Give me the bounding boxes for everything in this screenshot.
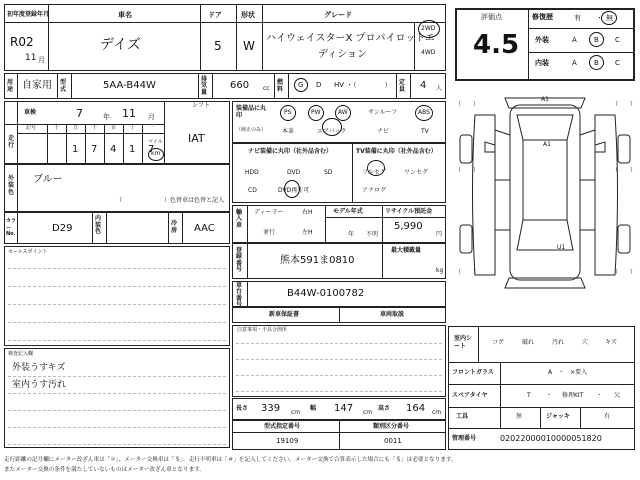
tv-analog: アナログ	[362, 187, 387, 194]
mileage-label: 走行	[8, 135, 15, 150]
bracket-4: （ ）	[612, 167, 637, 174]
displacement-unit: cc	[263, 85, 270, 92]
equip-pw: PW	[311, 109, 321, 116]
bracket-6: （ ）	[612, 269, 637, 276]
drive-2wd: 2WD	[421, 25, 436, 32]
shift-value: IAT	[188, 132, 205, 145]
inspection-year-unit: 年	[103, 113, 110, 121]
km-label: km	[151, 150, 161, 157]
length-label: 長さ	[236, 405, 249, 412]
recycle-label: リサイクル預託金	[385, 208, 433, 215]
import-dealer: ディーラー	[254, 209, 284, 216]
aircon-label: 冷房	[171, 220, 178, 235]
model-year-unit: 年	[348, 231, 355, 238]
management-label: 管理番号	[452, 435, 477, 442]
exterior-color-block	[4, 164, 230, 212]
interior-grade-label: 内装	[535, 59, 549, 67]
shape-label: 形状	[241, 11, 255, 19]
chassis-label: 車台番号	[236, 282, 243, 308]
navi-sd: SD	[324, 169, 333, 176]
seat-scratch: キズ	[605, 339, 617, 346]
tools-label: 工具	[456, 413, 469, 420]
shift-label: シフト	[192, 102, 211, 109]
equip-tv: TV	[421, 128, 429, 135]
mileage-unit-header: 千	[92, 125, 98, 131]
usage-label: 用途	[7, 79, 14, 93]
repair-yes: 有	[574, 14, 581, 22]
repair-label: 修復歴	[532, 13, 553, 21]
car-diagram	[455, 90, 635, 300]
footer-line2: またメーター交換の条件を満たしていないものはメーター改ざん車となります。	[4, 467, 205, 473]
shape: W	[243, 39, 255, 53]
footer-line1: 走行距離の記号欄にメーター改ざん車は「＊」、メーター交換車は「＄」、走行不明車は「＃」を記入してください。メーター交換で合算表示した場合にも「＄」は必要となります。	[4, 457, 457, 463]
inspector-line1: 外装うすキズ	[12, 363, 66, 373]
tv-oneseg: ワンセグ	[404, 169, 429, 176]
doors: 5	[214, 39, 222, 53]
seat-hole: 穴	[582, 339, 589, 346]
class-label: 類別区分番号	[373, 423, 410, 430]
equip-sunroof: サンルーフ	[368, 109, 398, 116]
fuel-g: G	[298, 81, 304, 89]
mile-label: マイル	[148, 139, 163, 145]
model-label: 型式	[60, 79, 67, 93]
color-code-label: カラーNo.	[6, 218, 17, 237]
front-glass-label: フロントガラス	[452, 369, 494, 376]
navi-dvd: DVD	[287, 169, 301, 176]
displacement-label: 排気量	[201, 76, 208, 96]
mileage-digit: 7	[148, 144, 155, 155]
recycle-value: 5,990	[394, 221, 423, 232]
exterior-b: B	[594, 36, 599, 44]
inspection-month: 11	[122, 107, 136, 120]
length-value: 339	[261, 403, 281, 414]
inspection-label: 車検	[24, 109, 37, 116]
model: 5AA-B44W	[103, 80, 156, 91]
score-value: 4.5	[473, 30, 520, 60]
height-value: 164	[406, 403, 426, 414]
mileage-record-label: 記号	[26, 125, 37, 131]
height-label: 高さ	[378, 405, 391, 412]
front-glass-value: A ・ ×要入	[548, 369, 588, 376]
jack-value: 有	[604, 413, 611, 420]
mileage-digit: 1	[72, 144, 79, 155]
equip-ps: PS	[284, 109, 292, 116]
spare-tire-label: スペアタイヤ	[452, 392, 488, 399]
tools-value: 無	[516, 413, 523, 420]
mileage-digit: 4	[110, 144, 117, 155]
fuel-other: ・（ ）	[346, 81, 392, 89]
car-name: デイズ	[100, 37, 141, 53]
seat-stain: 汚れ	[552, 339, 565, 346]
import-parallel: 並行	[263, 229, 276, 236]
mileage-digit: 7	[91, 144, 98, 155]
mileage-unit-header: 一	[149, 125, 155, 131]
interior-seat-label: 室内シート	[454, 335, 473, 350]
exterior-color-note: （ ）色替車は色替と記入	[116, 197, 225, 204]
bracket-1: （ ）	[455, 101, 480, 108]
management-value: 02022000010000051820	[500, 434, 602, 443]
max-load-unit: kg	[436, 267, 444, 274]
capacity-unit: 人	[436, 85, 443, 92]
first-reg-year: R02	[10, 35, 34, 49]
interior-a: A	[572, 59, 577, 67]
import-left: 左H	[302, 229, 313, 236]
damage-mark-u1: U1	[557, 244, 566, 251]
warranty-new-label: 新車保証書	[269, 311, 300, 318]
import-right: 右H	[302, 209, 313, 216]
bracket-2: （ ）	[612, 101, 637, 108]
model-year-unknown: 不明	[366, 231, 379, 238]
color-code: D29	[52, 223, 73, 234]
width-value: 147	[334, 403, 354, 414]
exterior-color: ブルー	[33, 174, 63, 185]
interior-color-label: 内装色	[95, 215, 102, 236]
equip-abs: ABS	[418, 109, 430, 116]
equipment-label: 装備品に丸印	[236, 105, 267, 119]
max-load-label: 最大積載量	[391, 247, 422, 254]
class-value: 0011	[384, 437, 402, 445]
spare-tire-dot2: ・	[596, 392, 603, 399]
mileage-unit-header: 十	[54, 125, 60, 131]
aircon: AAC	[194, 223, 215, 234]
damage-mark-a1-mid: A1	[543, 141, 551, 148]
grade-label: グレード	[324, 11, 352, 19]
model-year-label: モデル年式	[333, 208, 363, 215]
damage-mark-a1-front: A1	[541, 96, 549, 103]
repair-no: 無	[606, 14, 613, 22]
chassis-value: B44W-0100782	[287, 288, 365, 299]
fuel-hv: HV	[334, 81, 345, 89]
designation-label: 型式指定番号	[264, 423, 301, 430]
warranty-manual-label: 車両取説	[380, 311, 405, 318]
capacity: 4	[420, 80, 427, 91]
navi-title: ナビ装備に丸印（社外品含む）	[248, 148, 333, 155]
capacity-label: 定員	[399, 79, 406, 93]
fuel-d: D	[316, 81, 322, 89]
equipment-sub-label: （純正のみ）	[236, 127, 267, 133]
first-reg-month-unit: 月	[38, 56, 45, 64]
navi-cd: CD	[248, 187, 257, 194]
bracket-5: （ ）	[455, 269, 480, 276]
caution-label: 注意事項・不具合箇所	[237, 327, 288, 333]
bracket-3: （ ）	[455, 167, 480, 174]
equip-airbag: エアバック	[317, 128, 347, 135]
recycle-unit: 円	[436, 231, 443, 238]
fuel-label: 燃料	[277, 79, 284, 93]
exterior-c: C	[615, 36, 620, 44]
designation-value: 19109	[276, 437, 299, 445]
sales-point-label: セールスポイント	[8, 249, 48, 255]
inspection-month-unit: 月	[148, 113, 155, 121]
inspection-year: 7	[76, 107, 83, 120]
grade-line2: ディション	[318, 49, 367, 60]
equip-aw: AW	[338, 109, 348, 116]
drive-4wd: 4WD	[421, 49, 436, 56]
tv-title: TV装備に丸印（社外品含む）	[356, 148, 437, 155]
exterior-grade-label: 外装	[535, 36, 549, 44]
tv-fullseg: フルセグ	[362, 169, 386, 176]
mileage-unit-header: 十	[130, 125, 136, 131]
interior-c: C	[615, 59, 620, 67]
equip-leather: 本革	[282, 128, 295, 135]
displacement: 660	[230, 80, 250, 91]
first-reg-label: 初年度登録年月	[7, 11, 50, 18]
mileage-unit-header: 万	[73, 125, 79, 131]
spare-tire-missing: 欠	[614, 392, 621, 399]
mileage-digit: 1	[129, 144, 136, 155]
height-unit: cm	[432, 409, 442, 416]
score-label: 評価点	[481, 13, 502, 21]
usage: 自家用	[22, 80, 52, 91]
equip-navi: ナビ	[377, 128, 390, 135]
doors-label: ドア	[208, 11, 222, 19]
seat-tear: 破れ	[522, 339, 535, 346]
jack-label: ジャッキ	[546, 413, 570, 420]
width-unit: cm	[363, 409, 373, 416]
length-unit: cm	[291, 409, 301, 416]
interior-b: B	[594, 59, 599, 67]
registration-value: 熊本591ま0810	[280, 255, 355, 266]
spare-tire-kit: 修理KIT	[562, 392, 584, 399]
navi-hdd: HDD	[245, 169, 259, 176]
spare-tire-t: T	[527, 392, 531, 399]
caution-block	[232, 325, 446, 397]
navi-dvd-play: DVD再生可	[278, 187, 310, 194]
registration-label: 登録番号	[236, 247, 243, 273]
inspector-label: 検査記入欄	[8, 351, 34, 357]
exterior-color-label: 外装色	[8, 175, 15, 197]
car-name-label: 車名	[118, 11, 132, 19]
mileage-unit-header: 百	[111, 125, 117, 131]
first-reg-month: 11	[25, 53, 37, 63]
exterior-a: A	[572, 36, 577, 44]
import-label: 輸入車	[236, 209, 243, 229]
width-label: 幅	[310, 405, 317, 412]
seat-burn: コゲ	[492, 339, 505, 346]
inspector-line2: 室内うす汚れ	[12, 380, 67, 390]
sales-point-block	[4, 246, 230, 346]
grade-line1: ハイウェイスターX プロパイロットエ	[266, 33, 435, 44]
repair-dot: ・	[596, 14, 603, 22]
spare-tire-dot1: ・	[546, 392, 553, 399]
